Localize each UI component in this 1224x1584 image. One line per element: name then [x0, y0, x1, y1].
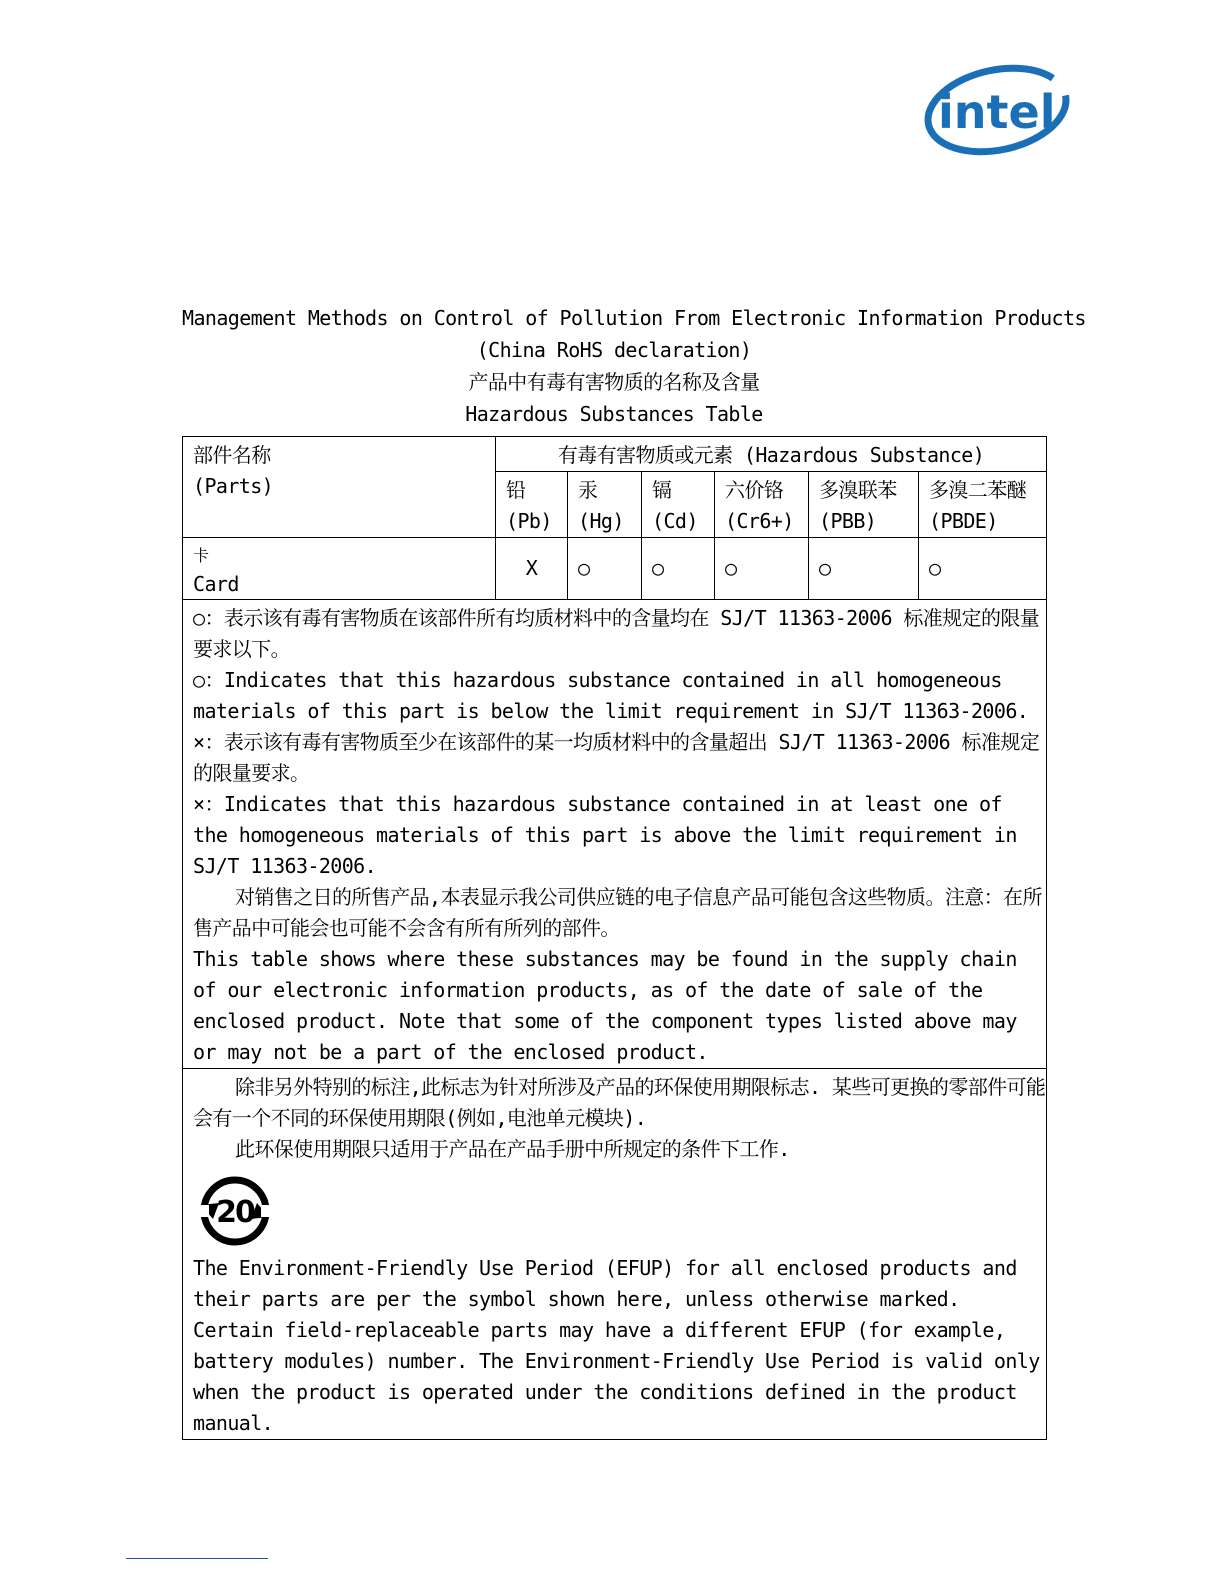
efup-symbol-number: 20 [216, 1195, 254, 1230]
note-sale-en: This table shows where these substances may be found in the supply chain of our electronic information products, as of the date of sale of the enclosed product. Note that some of the component types listed above may or may not be a part of the enclosed product. [193, 947, 1017, 1064]
col-header-hg [568, 472, 642, 538]
efup-en: The Environment-Friendly Use Period (EFUP) for all enclosed products and their parts are per the symbol shown here, unless otherwise marked. Certain field-replaceable parts may have a different EFUP (for example, battery modules) number. The Environment-Friendly Use Period is valid only when the product is operated under the conditions defined in the product manual. [193, 1256, 1040, 1435]
col-header-pb [496, 472, 568, 538]
substance-header: 有毒有害物质或元素 (Hazardous Substance) [496, 437, 1047, 472]
col-en: (PBDE) [929, 509, 998, 533]
parts-header-cn: 部件名称 [193, 443, 271, 467]
efup-row [183, 1069, 1047, 1440]
intel-logo [922, 62, 1072, 162]
efup-20-symbol-icon [199, 1175, 271, 1247]
col-cn: 六价铬 [725, 478, 784, 502]
title-line-4: Hazardous Substances Table [465, 402, 763, 426]
col-en: (Hg) [578, 509, 624, 533]
col-cn: 汞 [578, 478, 598, 502]
title-line-2: (China RoHS declaration) [476, 338, 752, 362]
part-name-cell [183, 538, 496, 600]
note-sale-cn: 对销售之日的所售产品,本表显示我公司供应链的电子信息产品可能包含这些物质。注意：在所售产品中可能会也可能不会含有所有所列的部件。 [193, 885, 1042, 940]
value-cr6: ○ [715, 538, 809, 600]
note-x-cn: ×：表示该有毒有害物质至少在该部件的某一均质材料中的含量超出 SJ/T 11363-2006 标准规定的限量要求。 [193, 730, 1040, 785]
table-row [183, 538, 1047, 600]
value-pbde: ○ [919, 538, 1047, 600]
col-cn: 多溴二苯醚 [929, 478, 1026, 502]
col-en: (PBB) [819, 509, 877, 533]
notes-cell [183, 600, 1047, 1069]
document-titles [182, 302, 1086, 430]
hazardous-substances-table [182, 436, 1047, 1440]
efup-cn-2: 此环保使用期限只适用于产品在产品手册中所规定的条件下工作. [235, 1137, 790, 1161]
part-name-en: Card [193, 572, 239, 596]
footer-rule [126, 1558, 268, 1559]
part-name-cn: 卡 [193, 546, 209, 565]
col-cn: 铅 [506, 478, 526, 502]
value-pbb: ○ [809, 538, 919, 600]
note-o-cn: ○：表示该有毒有害物质在该部件所有均质材料中的含量均在 SJ/T 11363-2006 标准规定的限量要求以下。 [193, 606, 1040, 661]
col-cn: 镉 [652, 478, 672, 502]
col-en: (Cd) [652, 509, 698, 533]
col-header-pbb [809, 472, 919, 538]
notes-row [183, 600, 1047, 1069]
col-header-cr6 [715, 472, 809, 538]
parts-header-en: (Parts) [193, 474, 274, 498]
note-o-en: ○：Indicates that this hazardous substance contained in all homogeneous materials of this part is below the limit requirement in SJ/T 11363-2006. [193, 668, 1029, 723]
note-x-en: ×：Indicates that this hazardous substance contained in at least one of the homogeneous materials of this part is above the limit requirement in SJ/T 11363-2006. [193, 792, 1017, 878]
col-en: (Cr6+) [725, 509, 794, 533]
parts-header-cell [183, 437, 496, 538]
title-line-1: Management Methods on Control of Pollution From Electronic Information Products [182, 306, 1086, 330]
col-en: (Pb) [506, 509, 552, 533]
value-cd: ○ [642, 538, 715, 600]
logo-wordmark: intel [938, 85, 1056, 139]
col-header-cd [642, 472, 715, 538]
value-pb: X [496, 538, 568, 600]
col-header-pbde [919, 472, 1047, 538]
efup-cell [183, 1069, 1047, 1440]
title-line-3: 产品中有毒有害物质的名称及含量 [468, 370, 760, 394]
value-hg: ○ [568, 538, 642, 600]
col-cn: 多溴联苯 [819, 478, 897, 502]
efup-cn-1: 除非另外特别的标注,此标志为针对所涉及产品的环保使用期限标志. 某些可更换的零部件可能会有一个不同的环保使用期限(例如,电池单元模块). [193, 1075, 1046, 1130]
